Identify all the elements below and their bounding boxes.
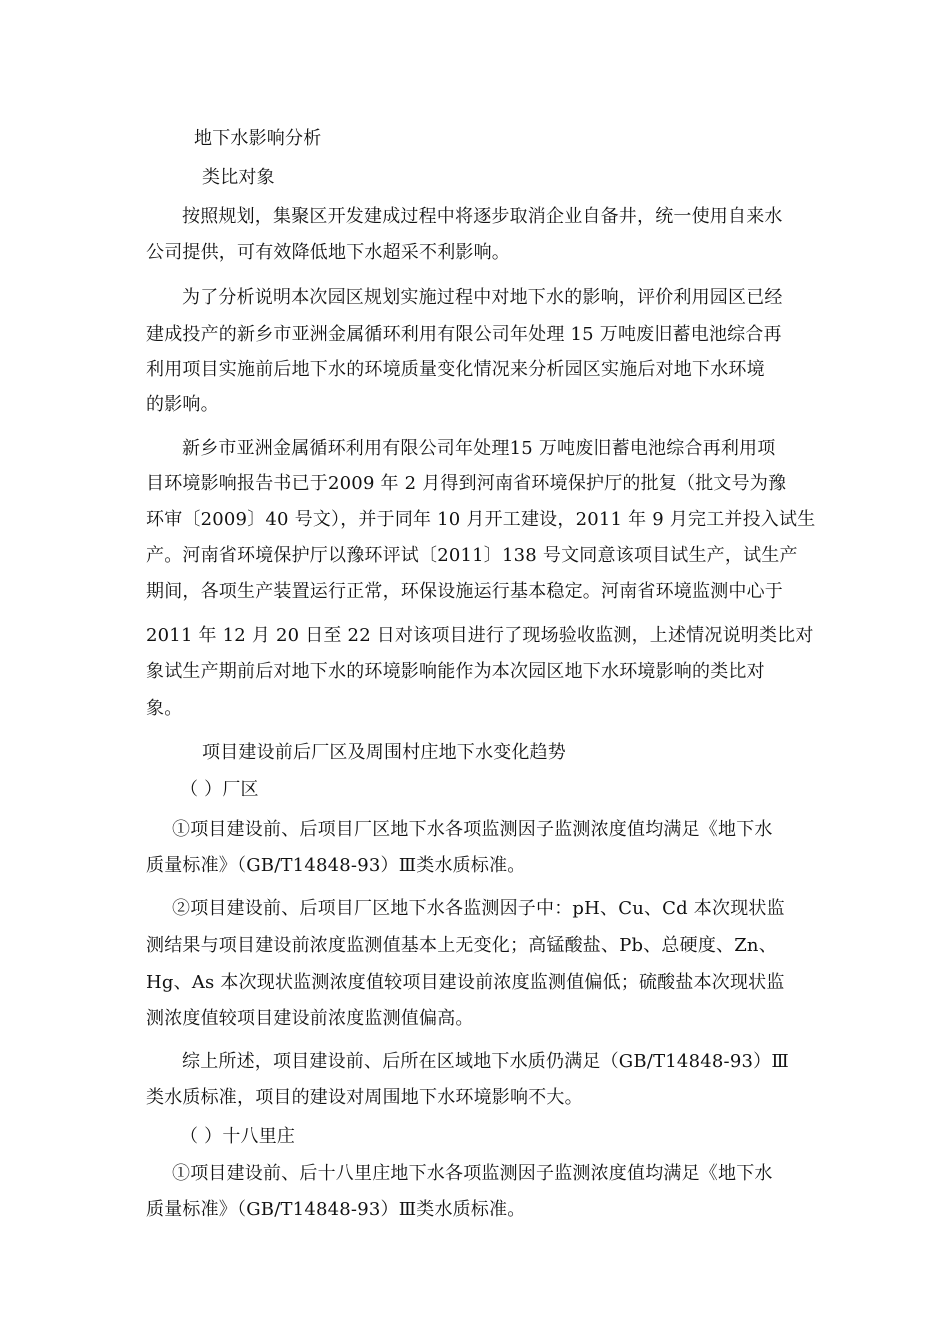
paragraph-line: 质量标准》（GB/T14848-93）Ⅲ类水质标准。 [146, 855, 526, 876]
paragraph-line: 期间，各项生产装置运行正常，环保设施运行基本稳定。河南省环境监测中心于 [146, 581, 783, 602]
heading-plant-area: （ ）厂区 [180, 779, 259, 800]
paragraph-line: 环审〔2009〕40 号文），并于同年 10 月开工建设，2011 年 9 月完工并投入试生 [146, 509, 816, 530]
paragraph-line: 建成投产的新乡市亚洲金属循环利用有限公司年处理 15 万吨废旧蓄电池综合再 [146, 324, 782, 345]
paragraph-line: 质量标准》（GB/T14848-93）Ⅲ类水质标准。 [146, 1199, 526, 1220]
paragraph-line: 象试生产期前后对地下水的环境影响能作为本次园区地下水环境影响的类比对 [146, 661, 765, 682]
paragraph-line: ②项目建设前、后项目厂区地下水各监测因子中：pH、Cu、Cd 本次现状监 [172, 898, 785, 919]
paragraph-line: 2011 年 12 月 20 日至 22 日对该项目进行了现场验收监测，上述情况说明类比对 [146, 625, 814, 646]
paragraph-line: ①项目建设前、后项目厂区地下水各项监测因子监测浓度值均满足《地下水 [172, 819, 773, 840]
heading-groundwater-impact: 地下水影响分析 [194, 128, 322, 149]
paragraph-line: 利用项目实施前后地下水的环境质量变化情况来分析园区实施后对地下水环境 [146, 359, 765, 380]
paragraph-line: ①项目建设前、后十八里庄地下水各项监测因子监测浓度值均满足《地下水 [172, 1163, 773, 1184]
paragraph-line: 测结果与项目建设前浓度监测值基本上无变化；高锰酸盐、Pb、总硬度、Zn、 [146, 935, 777, 956]
paragraph-line: 新乡市亚洲金属循环利用有限公司年处理15 万吨废旧蓄电池综合再利用项 [182, 438, 776, 459]
paragraph-line: 测浓度值较项目建设前浓度监测值偏高。 [146, 1008, 474, 1029]
paragraph-line: 综上所述，项目建设前、后所在区域地下水质仍满足（GB/T14848-93）Ⅲ [182, 1051, 789, 1072]
heading-analogy-object: 类比对象 [202, 167, 275, 188]
paragraph-line: 公司提供，可有效降低地下水超采不利影响。 [146, 242, 510, 263]
paragraph-line: 类水质标准，项目的建设对周围地下水环境影响不大。 [146, 1087, 583, 1108]
paragraph-line: 的影响。 [146, 394, 219, 415]
paragraph-line: Hg、As 本次现状监测浓度值较项目建设前浓度监测值偏低；硫酸盐本次现状监 [146, 972, 785, 993]
paragraph-line: 象。 [146, 698, 183, 719]
heading-shibali-village: （ ）十八里庄 [180, 1126, 296, 1147]
paragraph-line: 按照规划，集聚区开发建成过程中将逐步取消企业自备井，统一使用自来水 [182, 206, 783, 227]
paragraph-line: 为了分析说明本次园区规划实施过程中对地下水的影响，评价利用园区已经 [182, 287, 783, 308]
heading-change-trend: 项目建设前后厂区及周围村庄地下水变化趋势 [202, 742, 566, 763]
paragraph-line: 产。河南省环境保护厅以豫环评试〔2011〕138 号文同意该项目试生产，试生产 [146, 545, 798, 566]
paragraph-line: 目环境影响报告书已于2009 年 2 月得到河南省环境保护厅的批复（批文号为豫 [146, 473, 787, 494]
